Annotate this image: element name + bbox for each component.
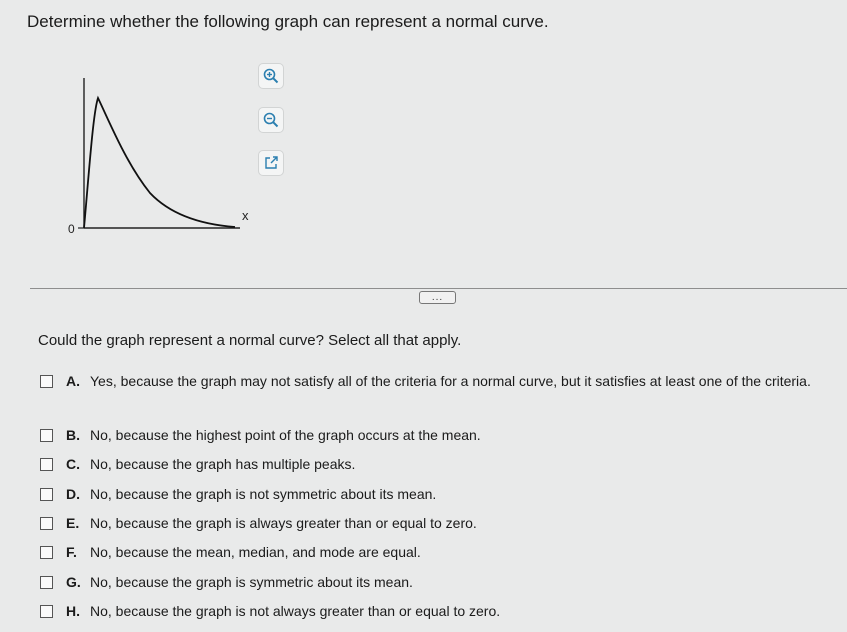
option-text: No, because the graph is always greater than or equal to zero.: [90, 515, 477, 531]
axis-label: x: [242, 208, 249, 223]
zoom-in-icon: [263, 68, 279, 84]
origin-label: 0: [68, 222, 75, 236]
option-text: No, because the graph is symmetric about its mean.: [90, 574, 413, 590]
option-letter: H.: [66, 603, 80, 619]
option-letter: F.: [66, 544, 77, 560]
checkbox[interactable]: [40, 429, 53, 442]
option-letter: G.: [66, 574, 81, 590]
option-text: Yes, because the graph may not satisfy all of the criteria for a normal curve, but it satisfies at least one of the criteria.: [90, 373, 811, 389]
checkbox[interactable]: [40, 576, 53, 589]
graph-svg: [40, 78, 250, 238]
curve: [84, 98, 235, 228]
prompt-text: Could the graph represent a normal curve? Select all that apply.: [38, 332, 462, 349]
option-text: No, because the graph has multiple peaks.: [90, 456, 356, 472]
option-text: No, because the mean, median, and mode are equal.: [90, 544, 421, 560]
checkbox[interactable]: [40, 517, 53, 530]
checkbox[interactable]: [40, 458, 53, 471]
option-letter: E.: [66, 515, 80, 531]
option-letter: C.: [66, 456, 80, 472]
zoom-in-button[interactable]: [258, 63, 284, 89]
section-divider: [30, 288, 847, 289]
external-link-icon: [263, 155, 279, 171]
checkbox[interactable]: [40, 375, 53, 388]
option-letter: B.: [66, 427, 80, 443]
graph: [40, 78, 250, 238]
option-text: No, because the graph is not symmetric about its mean.: [90, 486, 437, 502]
zoom-out-icon: [263, 112, 279, 128]
zoom-out-button[interactable]: [258, 107, 284, 133]
popout-button[interactable]: [258, 150, 284, 176]
option-letter: A.: [66, 373, 80, 389]
checkbox[interactable]: [40, 605, 53, 618]
option-text: No, because the graph is not always greater than or equal to zero.: [90, 603, 501, 619]
checkbox[interactable]: [40, 546, 53, 559]
question-text: Determine whether the following graph can represent a normal curve.: [27, 12, 549, 31]
more-button[interactable]: ...: [419, 291, 456, 304]
option-letter: D.: [66, 486, 80, 502]
option-text: No, because the highest point of the graph occurs at the mean.: [90, 427, 481, 443]
checkbox[interactable]: [40, 488, 53, 501]
